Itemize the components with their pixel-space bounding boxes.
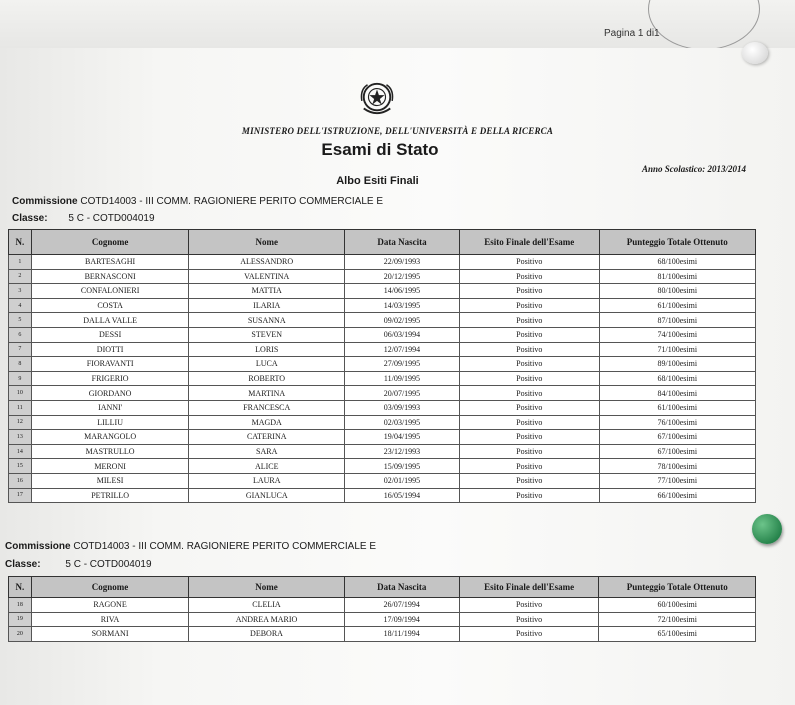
table-row (9, 371, 756, 386)
score-cell: 76/100esimi (599, 415, 755, 430)
result-cell: Positivo (459, 430, 599, 445)
result-cell: Positivo (459, 386, 599, 401)
document-subtitle: Albo Esiti Finali (336, 175, 419, 187)
surname-cell: BARTESAGHI (31, 255, 189, 270)
result-cell: Positivo (459, 459, 599, 474)
surname-cell: BERNASCONI (31, 269, 189, 284)
first-name-cell: STEVEN (189, 327, 345, 342)
surname-cell: DESSI (31, 327, 189, 342)
table-row (9, 627, 756, 642)
table-row (9, 255, 756, 270)
score-cell: 87/100esimi (599, 313, 755, 328)
result-cell: Positivo (459, 269, 599, 284)
table-row (9, 400, 756, 415)
birth-date-cell: 20/12/1995 (345, 269, 460, 284)
surname-cell: COSTA (31, 298, 189, 313)
document-title: Esami di Stato (321, 140, 439, 159)
row-number: 2 (9, 269, 32, 284)
table-row (9, 430, 756, 445)
birth-date-cell: 15/09/1995 (345, 459, 460, 474)
result-cell: Positivo (459, 357, 599, 372)
surname-cell: DALLA VALLE (31, 313, 189, 328)
result-cell: Positivo (459, 313, 599, 328)
birth-date-cell: 09/02/1995 (345, 313, 460, 328)
results-table-2 (8, 576, 756, 642)
surname-cell: GIORDANO (31, 386, 189, 401)
birth-date-cell: 26/07/1994 (344, 598, 459, 613)
first-name-cell: VALENTINA (189, 269, 345, 284)
table-row (9, 298, 756, 313)
commission-line-2 (5, 541, 376, 552)
result-cell: Positivo (459, 342, 599, 357)
surname-cell: PETRILLO (31, 488, 189, 503)
score-cell: 78/100esimi (599, 459, 755, 474)
class-label: Classe: (5, 559, 41, 570)
class-line-2 (5, 559, 152, 570)
first-name-cell: MATTIA (189, 284, 345, 299)
birth-date-cell: 03/09/1993 (345, 400, 460, 415)
score-cell: 84/100esimi (599, 386, 755, 401)
commission-value: COTD14003 - III COMM. RAGIONIERE PERITO COMMERCIALE E (80, 196, 384, 207)
birth-date-cell: 18/11/1994 (344, 627, 459, 642)
score-cell: 65/100esimi (599, 627, 756, 642)
column-header: Data Nascita (344, 577, 459, 598)
row-number: 18 (9, 598, 32, 613)
row-number: 3 (9, 284, 32, 299)
school-year: Anno Scolastico: 2013/2014 (642, 164, 747, 174)
first-name-cell: LUCA (189, 357, 345, 372)
first-name-cell: ALICE (189, 459, 345, 474)
score-cell: 80/100esimi (599, 284, 755, 299)
column-header: Esito Finale dell'Esame (459, 577, 599, 598)
surname-cell: IANNI' (31, 400, 189, 415)
surname-cell: MARANGOLO (31, 430, 189, 445)
table-row (9, 284, 756, 299)
score-cell: 72/100esimi (599, 612, 756, 627)
score-cell: 68/100esimi (599, 371, 755, 386)
result-cell: Positivo (459, 371, 599, 386)
birth-date-cell: 19/04/1995 (345, 430, 460, 445)
birth-date-cell: 14/03/1995 (345, 298, 460, 313)
score-cell: 71/100esimi (599, 342, 755, 357)
birth-date-cell: 11/09/1995 (345, 371, 460, 386)
row-number: 7 (9, 342, 32, 357)
surname-cell: CONFALONIERI (31, 284, 189, 299)
column-header: Data Nascita (345, 230, 460, 255)
class-line-1 (12, 213, 155, 224)
table-row (9, 459, 756, 474)
first-name-cell: FRANCESCA (189, 400, 345, 415)
commission-label: Commissione (5, 541, 71, 552)
surname-cell: LILLIU (31, 415, 189, 430)
result-cell: Positivo (459, 415, 599, 430)
birth-date-cell: 02/03/1995 (345, 415, 460, 430)
first-name-cell: SARA (189, 444, 345, 459)
school-stamp (648, 0, 760, 50)
row-number: 4 (9, 298, 32, 313)
score-cell: 81/100esimi (599, 269, 755, 284)
surname-cell: RIVA (31, 612, 188, 627)
score-cell: 67/100esimi (599, 444, 755, 459)
first-name-cell: GIANLUCA (189, 488, 345, 503)
row-number: 10 (9, 386, 32, 401)
table-row (9, 327, 756, 342)
first-name-cell: ANDREA MARIO (189, 612, 344, 627)
score-cell: 67/100esimi (599, 430, 755, 445)
row-number: 6 (9, 327, 32, 342)
result-cell: Positivo (459, 284, 599, 299)
results-table-1 (8, 229, 756, 503)
page-indicator: Pagina 1 di1 (604, 28, 660, 39)
row-number: 17 (9, 488, 32, 503)
score-cell: 61/100esimi (599, 400, 755, 415)
score-cell: 66/100esimi (599, 488, 755, 503)
result-cell: Positivo (459, 488, 599, 503)
column-header: Punteggio Totale Ottenuto (599, 577, 756, 598)
birth-date-cell: 12/07/1994 (345, 342, 460, 357)
first-name-cell: ROBERTO (189, 371, 345, 386)
table-row (9, 415, 756, 430)
class-label: Classe: (12, 213, 48, 224)
table-row (9, 598, 756, 613)
column-header: Punteggio Totale Ottenuto (599, 230, 755, 255)
birth-date-cell: 23/12/1993 (345, 444, 460, 459)
row-number: 8 (9, 357, 32, 372)
white-pushpin (742, 42, 768, 64)
result-cell: Positivo (459, 473, 599, 488)
column-header: Nome (189, 230, 345, 255)
birth-date-cell: 02/01/1995 (345, 473, 460, 488)
score-cell: 61/100esimi (599, 298, 755, 313)
surname-cell: DIOTTI (31, 342, 189, 357)
commission-label: Commissione (12, 196, 78, 207)
table-row (9, 269, 756, 284)
table-row (9, 473, 756, 488)
result-cell: Positivo (459, 444, 599, 459)
first-name-cell: CLELIA (189, 598, 344, 613)
first-name-cell: MARTINA (189, 386, 345, 401)
surname-cell: SORMANI (31, 627, 188, 642)
commission-value: COTD14003 - III COMM. RAGIONIERE PERITO COMMERCIALE E (73, 541, 377, 552)
commission-line-1 (12, 196, 383, 207)
previous-page-strip (0, 0, 795, 52)
row-number: 11 (9, 400, 32, 415)
row-number: 15 (9, 459, 32, 474)
row-number: 16 (9, 473, 32, 488)
column-header: Nome (189, 577, 344, 598)
first-name-cell: ILARIA (189, 298, 345, 313)
row-number: 1 (9, 255, 32, 270)
row-number: 14 (9, 444, 32, 459)
table-row (9, 357, 756, 372)
result-cell: Positivo (459, 298, 599, 313)
birth-date-cell: 27/09/1995 (345, 357, 460, 372)
column-header: N. (9, 577, 32, 598)
row-number: 19 (9, 612, 32, 627)
first-name-cell: SUSANNA (189, 313, 345, 328)
result-cell: Positivo (459, 612, 599, 627)
birth-date-cell: 06/03/1994 (345, 327, 460, 342)
class-value: 5 C - COTD004019 (68, 213, 155, 224)
column-header: Cognome (31, 230, 189, 255)
birth-date-cell: 22/09/1993 (345, 255, 460, 270)
row-number: 9 (9, 371, 32, 386)
surname-cell: FIORAVANTI (31, 357, 189, 372)
surname-cell: MILESI (31, 473, 189, 488)
first-name-cell: ALESSANDRO (189, 255, 345, 270)
score-cell: 74/100esimi (599, 327, 755, 342)
result-cell: Positivo (459, 255, 599, 270)
result-cell: Positivo (459, 627, 599, 642)
table-row (9, 386, 756, 401)
score-cell: 60/100esimi (599, 598, 756, 613)
result-cell: Positivo (459, 327, 599, 342)
first-name-cell: LAURA (189, 473, 345, 488)
republic-emblem-icon (358, 80, 396, 116)
score-cell: 77/100esimi (599, 473, 755, 488)
surname-cell: FRIGERIO (31, 371, 189, 386)
first-name-cell: CATERINA (189, 430, 345, 445)
table-row (9, 342, 756, 357)
birth-date-cell: 17/09/1994 (344, 612, 459, 627)
ministry-heading: MINISTERO DELL'ISTRUZIONE, DELL'UNIVERSITÀ E DELLA RICERCA (241, 126, 554, 136)
table-row (9, 444, 756, 459)
surname-cell: MERONI (31, 459, 189, 474)
column-header: Cognome (31, 577, 188, 598)
table-row (9, 612, 756, 627)
green-pushpin (752, 514, 782, 544)
surname-cell: MASTRULLO (31, 444, 189, 459)
birth-date-cell: 16/05/1994 (345, 488, 460, 503)
first-name-cell: MAGDA (189, 415, 345, 430)
result-cell: Positivo (459, 598, 599, 613)
row-number: 5 (9, 313, 32, 328)
score-cell: 68/100esimi (599, 255, 755, 270)
column-header: Esito Finale dell'Esame (459, 230, 599, 255)
class-value: 5 C - COTD004019 (65, 559, 152, 570)
first-name-cell: LORIS (189, 342, 345, 357)
table-row (9, 488, 756, 503)
row-number: 20 (9, 627, 32, 642)
row-number: 13 (9, 430, 32, 445)
birth-date-cell: 20/07/1995 (345, 386, 460, 401)
column-header: N. (9, 230, 32, 255)
surname-cell: RAGONE (31, 598, 188, 613)
score-cell: 89/100esimi (599, 357, 755, 372)
first-name-cell: DEBORA (189, 627, 344, 642)
result-cell: Positivo (459, 400, 599, 415)
row-number: 12 (9, 415, 32, 430)
table-row (9, 313, 756, 328)
birth-date-cell: 14/06/1995 (345, 284, 460, 299)
